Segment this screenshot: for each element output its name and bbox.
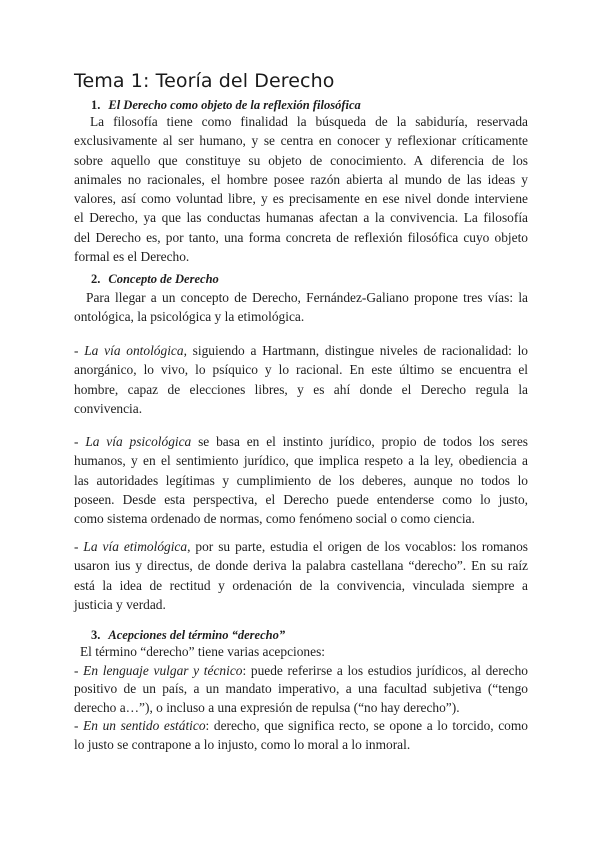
section-title: Acepciones del término “derecho” (108, 628, 286, 642)
text-line: del Derecho es, por tanto, una forma concreta de reflexión filosófica cuyo objeto (74, 229, 528, 245)
section-3-heading (91, 628, 285, 643)
via-psicologica (74, 432, 528, 528)
dash: - (74, 434, 86, 449)
text: se basa en el instinto jurídico, propio de todos los seres (191, 434, 528, 449)
text-line: lo justo se contrapone a lo injusto, como lo moral a lo inmoral. (74, 736, 411, 752)
term: En lenguaje vulgar y técnico (83, 662, 243, 678)
section-1-paragraph (74, 112, 528, 266)
text-line: La filosofía tiene como finalidad la búsqueda de la sabiduría, reservada (90, 114, 528, 129)
via-etimologica (74, 537, 528, 614)
text-line: ontológica, la psicológica y la etimológica. (74, 309, 305, 325)
term: En un sentido estático (83, 718, 206, 733)
text-line: poseen. Desde esta perspectiva, el Derecho puede entenderse como lo justo, (74, 491, 528, 507)
text-line: las autoridades legítimas y cumplimiento de los deberes, aunque no todos lo (74, 472, 528, 488)
text-line: derecho a…”), o incluso a una expresión de repulsa (“no hay derecho”). (74, 699, 460, 715)
section-title: El Derecho como objeto de la reflexión filosófica (108, 98, 361, 112)
text-line: El término “derecho” tiene varias acepciones: (80, 644, 326, 659)
text-line: anorgánico, lo vivo, lo psíquico y lo racional. En este último se encuentra el (74, 362, 528, 378)
text: , por su parte, estudia el origen de los vocablos: los romanos (187, 539, 528, 554)
text: : derecho, que significa recto, se opone a lo torcido, como (205, 718, 528, 733)
section-number: 3. (91, 628, 101, 642)
text-line: valores, así como voluntad libre, y es precisamente en ese nivel donde interviene (74, 191, 528, 207)
text-line: animales no racionales, el hombre posee razón abierta al mundo de las ideas y (74, 171, 528, 187)
text-line: usaron ius y directus, de donde deriva la palabra castellana “derecho”. En su raíz (74, 558, 528, 574)
text-line: Para llegar a un concepto de Derecho, Fernández-Galiano propone tres vías: la (86, 290, 528, 305)
term: La vía etimológica (83, 539, 188, 554)
section-2-heading (91, 272, 219, 287)
text-line: el Derecho, ya que las conductas humanas afectan a la convivencia. La filosofía (74, 210, 528, 226)
text-line: convivencia. (74, 400, 143, 416)
dash: - (74, 539, 84, 554)
section-3-body (74, 643, 528, 754)
text-line: sobre aquello que constituye su objeto de conocimiento. A diferencia de los (74, 152, 528, 168)
text-line: exclusivamente al ser humano, y se centra en conocer y reflexionar críticamente (74, 133, 528, 149)
text: , siguiendo a Hartmann, distingue niveles de racionalidad: lo (183, 343, 528, 358)
section-1-heading (91, 98, 361, 113)
text: : puede referirse a los estudios jurídicos, al derecho (242, 662, 528, 678)
dash: - (74, 343, 85, 358)
via-ontologica (74, 341, 528, 418)
text-line: justicia y verdad. (74, 596, 166, 612)
text-line: como sistema ordenado de normas, como fenómeno social o como ciencia. (74, 511, 475, 527)
text-line: formal es el Derecho. (74, 249, 190, 265)
page-title: Tema 1: Teoría del Derecho (74, 70, 335, 92)
term: La vía psicológica (85, 434, 192, 449)
section-number: 2. (91, 272, 101, 286)
section-title: Concepto de Derecho (108, 272, 219, 286)
dash: - (74, 662, 84, 678)
dash: - (74, 718, 84, 733)
text-line: hombre, capaz de elecciones libres, y es ahí donde el Derecho regula la (74, 381, 528, 397)
text-line: humanos, y en el sentimiento jurídico, que implica respeto a la ley, obediencia a (74, 453, 528, 469)
section-number: 1. (91, 98, 101, 112)
section-2-intro (74, 288, 528, 327)
term: La vía ontológica (84, 343, 184, 358)
text-line: está la idea de rectitud y ordenación de la convivencia, vinculada siempre a (74, 577, 528, 593)
text-line: positivo de un país, a un mandato imperativo, a una facultad subjetiva (“tengo (74, 681, 528, 696)
